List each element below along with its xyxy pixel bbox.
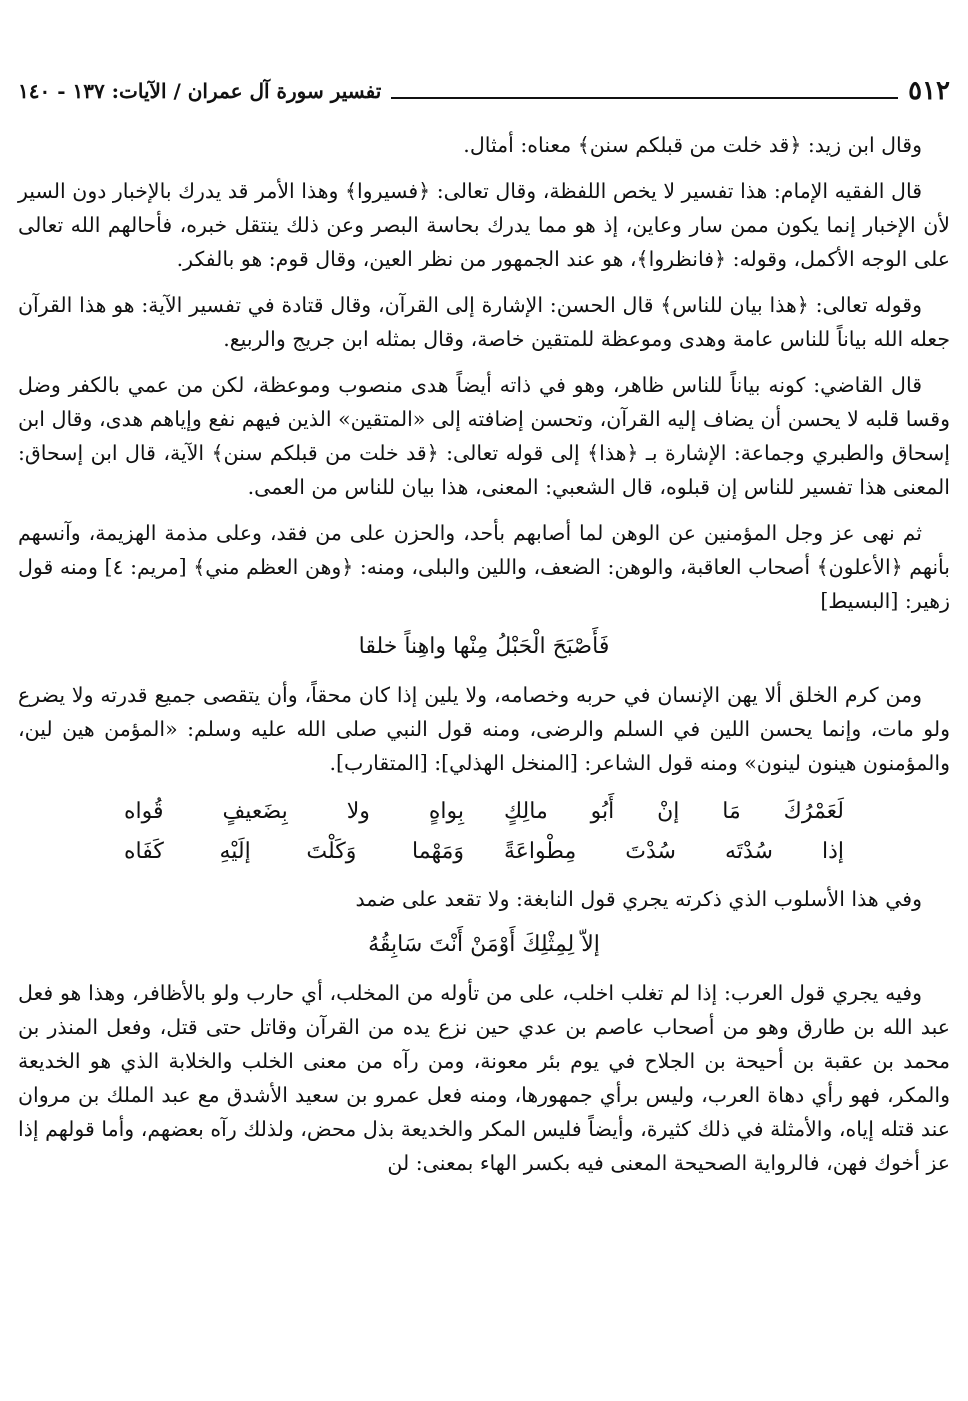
page — [18, 70, 950, 1192]
hemistich: لَعَمْرُكَ مَا إنْ أَبُو مالِكٍ — [504, 799, 844, 824]
paragraph: وفيه يجري قول العرب: إذا لم تغلب اخلب، على من تأوله من المخلب، أي حارب ولو بالأظافر، وهذا هو فعل عبد الله بن طارق وهو من أصحاب عاصم بن عدي حين نزع يده من القرآن وقاتل حتى قتل، وفعل المنذر بن محمد بن عقبة بن أحيحة بن الجلاح في يوم بئر معونة، ومن رآه من معنى الخلب والخلابة الذي هو الخديعة والمكر، فهو رأي دهاة العرب، وليس برأي جمهورها، ومنه فعل عمرو بن سعيد الأشدق مع عبد الملك بن مروان عند قتله إياه، والأمثلة في ذلك كثيرة، وأيضاً فليس المكر والخديعة بذل محض، ولذلك رآه بعضهم، وأما قولهم إذا عز أخوك فهن، فالرواية الصحيحة المعنى فيه بكسر الهاء بمعنى: لن — [18, 981, 950, 1175]
paragraph: قال الفقيه الإمام: هذا تفسير لا يخص اللفظة، وقال تعالى: ﴿فسيروا﴾ وهذا الأمر قد يدرك بالإخبار دون السير لأن الإخبار إنما يكون ممن سار وعاين، إذ هو مما يدرك بحاسة البصر وعن ذلك ينتقل خبره، فأحالهم الله تعالى على الوجه الأكمل، وقوله: ﴿فانظروا﴾، هو عند الجمهور من نظر العين، وقال قوم: هو بالفكر. — [18, 179, 950, 271]
body-text — [18, 128, 950, 1180]
header-rule — [391, 97, 898, 99]
hemistich: وَمَهْما وَكَلْتَ إلَيْهِ كَفَاه — [124, 839, 464, 864]
page-number: ٥١٢ — [908, 76, 950, 106]
poem-couplet — [124, 792, 844, 872]
running-title: تفسير سورة آل عمران / الآيات: ١٣٧ - ١٤٠ — [18, 79, 382, 103]
paragraph: ومن كرم الخلق ألا يهن الإنسان في حربه وخصامه، ولا يلين إذا كان محقاً، وأن يتقصى جميع قدرته ولا يضرع ولو مات، وإنما يحسن اللين في السلم والرضى، ومنه قول النبي صلى الله عليه وسلم: «المؤمن هين لين، والمؤمنون هينون لينون» ومنه قول الشاعر: [المنخل الهذلي]: [المتقارب]. — [18, 683, 950, 775]
hemistich: إذا سُدْتَه سُدْتَ مِطْواعَةً — [504, 839, 844, 864]
running-header — [18, 70, 950, 106]
paragraph: قال القاضي: كونه بياناً للناس ظاهر، وهو في ذاته أيضاً هدى منصوب وموعظة، لكن من عمي بالكفر وضل وقسا قلبه لا يحسن أن يضاف إليه القرآن، وتحسن إضافته إلى «المتقين» الذين فيهم نفع وإياهم هدى، وقال ابن إسحاق والطبري وجماعة: الإشارة بـ ﴿هذا﴾ إلى قوله تعالى: ﴿قد خلت من قبلكم سنن﴾ الآية، قال ابن إسحاق: المعنى هذا تفسير للناس إن قبلوه، قال الشعبي: المعنى، هذا بيان للناس من العمى. — [18, 373, 950, 499]
paragraph: وقال ابن زيد: ﴿قد خلت من قبلكم سنن﴾ معناه: أمثال. — [463, 133, 922, 157]
hemistich: بِواهٍ ولا بِضَعيفٍ قُواه — [124, 799, 464, 824]
paragraph: وقوله تعالى: ﴿هذا بيان للناس﴾ قال الحسن: الإشارة إلى القرآن، وقال قتادة في تفسير الآية: هو هذا القرآن جعله الله بياناً للناس عامة وهدى وموعظة للمتقين خاصة، وقال بمثله ابن جريج والربيع. — [18, 293, 950, 351]
verse-nabigha: إلاّ لِمِثْلِكَ أَوْمَنْ أَنْتَ سَابِقُهُ — [368, 932, 600, 957]
paragraph: ثم نهى عز وجل المؤمنين عن الوهن لما أصابهم بأحد، والحزن على من فقد، وعلى مذمة الهزيمة، وآنسهم بأنهم ﴿الأعلون﴾ أصحاب العاقبة، والوهن: الضعف، واللين والبلى، ومنه: ﴿وهن العظم مني﴾ [مريم: ٤] ومنه قول زهير: [البسيط] — [18, 521, 950, 613]
verse-zuhair: فَأَصْبَحَ الْحَبْلُ مِنْها واهِناً خلقا — [358, 634, 610, 659]
paragraph: وفي هذا الأسلوب الذي ذكرته يجري قول النابغة: ولا تقعد على ضمد — [355, 887, 922, 911]
